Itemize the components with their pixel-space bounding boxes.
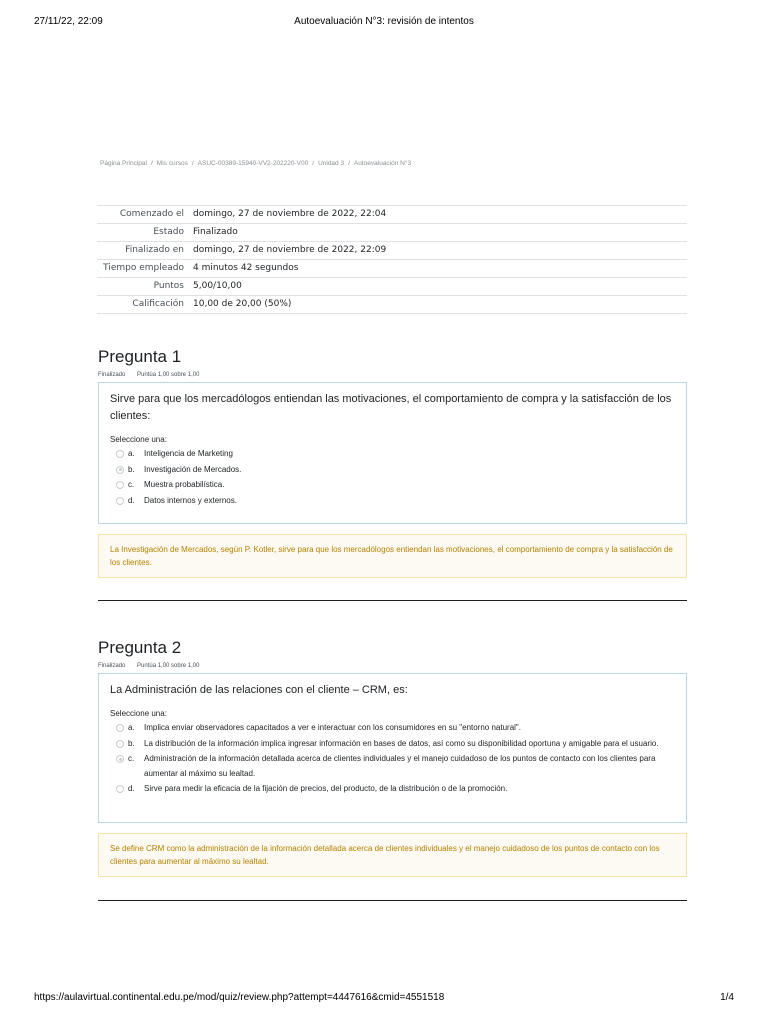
print-header <box>34 16 734 30</box>
answer-option-a[interactable] <box>110 447 675 462</box>
question-grade: Puntúa 1,00 sobre 1,00 <box>137 372 200 378</box>
answer-option-b[interactable] <box>110 463 675 478</box>
radio-button-selected[interactable] <box>116 755 124 763</box>
breadcrumb-separator: / <box>191 160 194 167</box>
option-text: Muestra probabilística. <box>144 480 225 489</box>
answer-option-d[interactable] <box>110 494 675 509</box>
answer-option-c[interactable] <box>110 752 675 781</box>
breadcrumb-separator: / <box>150 160 153 167</box>
question-divider <box>98 600 687 601</box>
option-letter: c. <box>128 480 135 489</box>
breadcrumb-course-link[interactable]: ASUC-00389-15940-VV2-202220-V00 <box>197 160 309 167</box>
radio-button[interactable] <box>116 481 124 489</box>
question-2-meta <box>98 663 199 669</box>
option-text: Investigación de Mercados. <box>144 464 242 474</box>
question-text: Sirve para que los mercadólogos entiendan las motivaciones, el comportamiento de compra y la satisfacción de los clientes: <box>110 393 672 422</box>
question-text: La Administración de las relaciones con el cliente – CRM, es: <box>110 684 408 696</box>
radio-button[interactable] <box>116 450 124 458</box>
print-datetime: 27/11/22, 22:09 <box>34 16 103 27</box>
summary-value: Finalizado <box>193 227 238 237</box>
breadcrumb-my-courses-link[interactable]: Mis cursos <box>156 160 188 167</box>
option-letter: b. <box>128 738 135 748</box>
breadcrumb-home-link[interactable]: Página Principal <box>100 160 147 167</box>
option-text: Implica enviar observadores capacitados a ver e interactuar con los consumidores en su "entorno natural". <box>144 723 521 732</box>
summary-label: Puntos <box>153 281 184 291</box>
summary-row-state <box>97 224 687 242</box>
option-letter: d. <box>128 784 135 793</box>
summary-label: Estado <box>153 227 184 237</box>
summary-value: domingo, 27 de noviembre de 2022, 22:04 <box>193 209 387 219</box>
option-letter: c. <box>128 754 135 763</box>
summary-row-grade <box>97 296 687 314</box>
summary-value: 10,00 de 20,00 (50%) <box>193 299 292 309</box>
question-1-meta <box>98 372 199 378</box>
breadcrumb-separator: / <box>312 160 315 167</box>
radio-button[interactable] <box>116 497 124 505</box>
option-text: Sirve para medir la eficacia de la fijación de precios, del producto, de la distribución o de la promoción. <box>144 784 508 793</box>
question-divider <box>98 900 687 901</box>
answer-options <box>110 721 675 797</box>
question-2-feedback: Se define CRM como la administración de la información detallada acerca de clientes individuales y el manejo cuidadoso de los puntos de contacto con los clientes para aumentar al máximo su lealtad. <box>98 833 687 877</box>
breadcrumb-separator: / <box>348 160 350 167</box>
print-url: https://aulavirtual.continental.edu.pe/mod/quiz/review.php?attempt=4447616&cmid=4551518 <box>34 992 445 1003</box>
answer-option-c[interactable] <box>110 478 675 493</box>
question-2-heading: Pregunta 2 <box>98 638 182 657</box>
radio-button-selected[interactable] <box>116 466 124 474</box>
attempt-summary-table <box>97 205 687 314</box>
summary-row-time-taken <box>97 260 687 278</box>
question-1-box <box>98 382 687 524</box>
summary-row-marks <box>97 278 687 296</box>
answer-option-b[interactable] <box>110 737 675 752</box>
summary-row-started <box>97 206 687 224</box>
question-1-heading: Pregunta 1 <box>98 347 182 366</box>
summary-value: 5,00/10,00 <box>193 281 242 291</box>
print-footer <box>34 992 734 1006</box>
summary-label: Tiempo empleado <box>103 263 184 273</box>
select-one-prompt: Seleccione una: <box>110 435 167 444</box>
radio-button[interactable] <box>116 785 124 793</box>
radio-button[interactable] <box>116 724 124 732</box>
summary-row-finished <box>97 242 687 260</box>
answer-option-d[interactable] <box>110 782 675 797</box>
question-state: Finalizado <box>98 663 126 669</box>
question-2-box <box>98 673 687 823</box>
summary-value: 4 minutos 42 segundos <box>193 263 299 273</box>
radio-button[interactable] <box>116 740 124 748</box>
option-text: La distribución de la información implica ingresar información en bases de datos, así como su disponibilidad oportuna y amigable para el usuario. <box>144 738 659 748</box>
answer-options <box>110 447 675 508</box>
option-letter: b. <box>128 464 135 474</box>
breadcrumb-quiz-link[interactable]: Autoevaluación N°3 <box>353 160 412 167</box>
summary-label: Comenzado el <box>119 209 184 219</box>
print-title: Autoevaluación N°3: revisión de intentos <box>294 16 474 27</box>
option-letter: d. <box>128 495 135 505</box>
print-page-number: 1/4 <box>720 992 734 1003</box>
summary-value: domingo, 27 de noviembre de 2022, 22:09 <box>193 245 387 255</box>
question-1-feedback: La Investigación de Mercados, según P. Kotler, sirve para que los mercadólogos entiendan las motivaciones, el comportamiento de compra y la satisfacción de los clientes. <box>98 534 687 578</box>
select-one-prompt: Seleccione una: <box>110 709 167 718</box>
summary-label: Finalizado en <box>125 245 184 255</box>
breadcrumb <box>100 160 411 167</box>
breadcrumb-unit-link[interactable]: Unidad 3 <box>318 160 345 167</box>
summary-label: Calificación <box>132 299 184 309</box>
option-letter: a. <box>128 723 135 732</box>
answer-option-a[interactable] <box>110 721 675 736</box>
question-grade: Puntúa 1,00 sobre 1,00 <box>137 663 200 669</box>
question-state: Finalizado <box>98 372 126 378</box>
option-letter: a. <box>128 449 135 458</box>
option-text: Administración de la información detallada acerca de clientes individuales y el manejo cuidadoso de los puntos de contacto con los clientes para aumentar al máximo su lealtad. <box>144 754 656 778</box>
option-text: Inteligencia de Marketing <box>144 449 233 458</box>
option-text: Datos internos y externos. <box>144 495 237 505</box>
